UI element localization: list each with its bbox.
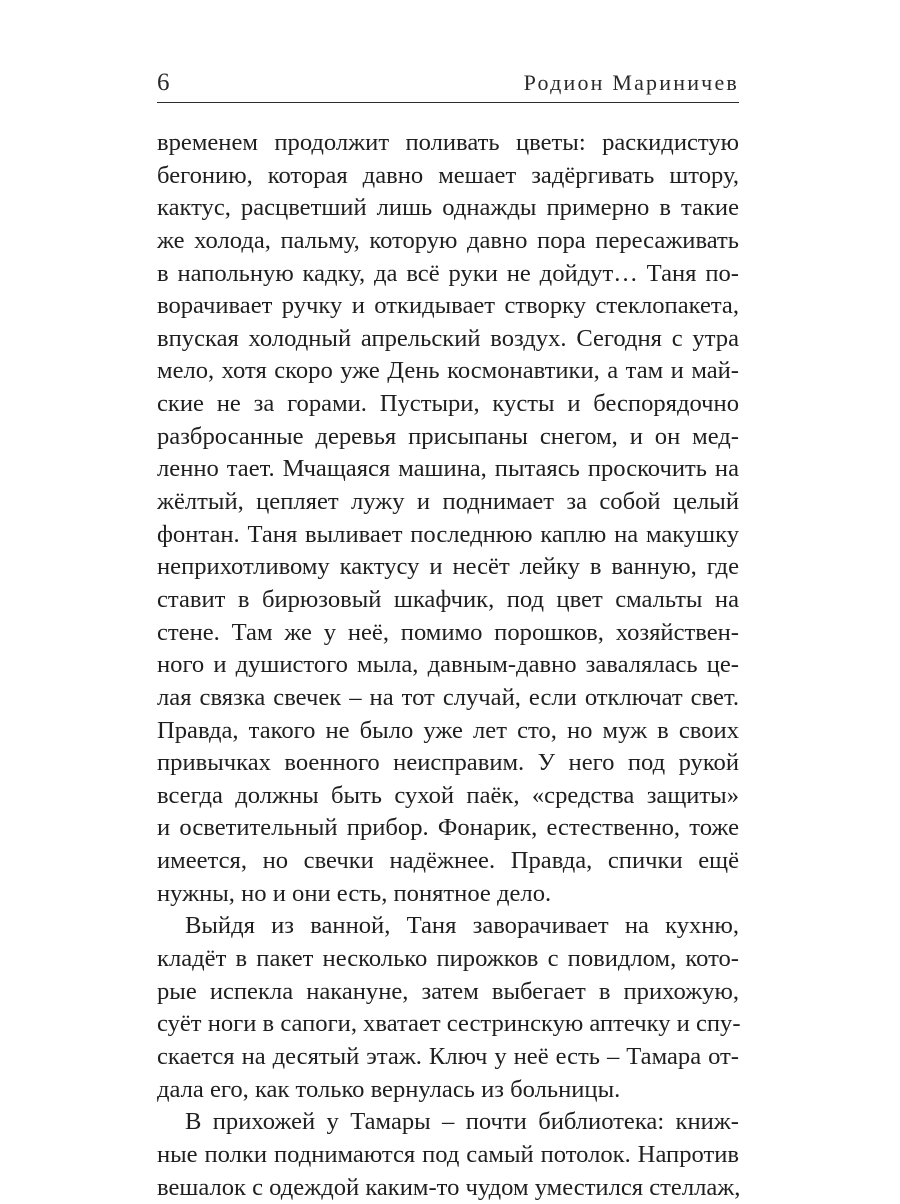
text-line: мело, хотя скоро уже День космонавтики, а там и май- [157, 355, 739, 388]
text-line: неприхотливому кактусу и несёт лейку в ванную, где [157, 551, 739, 584]
text-line: ного и душистого мыла, давным-давно завалялась це- [157, 649, 739, 682]
paragraph-start-line: В прихожей у Тамары – почти библиотека: книж- [157, 1106, 739, 1139]
paragraph-start-line: Выйдя из ванной, Таня заворачивает на кухню, [157, 910, 739, 943]
text-line: скается на десятый этаж. Ключ у неё есть – Тамара от- [157, 1041, 739, 1074]
text-line: имеется, но свечки надёжнее. Правда, спички ещё [157, 845, 739, 878]
header-rule-divider [157, 102, 739, 103]
text-line: ворачивает ручку и откидывает створку стеклопакета, [157, 290, 739, 323]
page-number: 6 [157, 66, 170, 100]
text-line: временем продолжит поливать цветы: раскидистую [157, 127, 739, 160]
text-line: ставит в бирюзовый шкафчик, под цвет смальты на [157, 584, 739, 617]
running-head-author: Родион Мариничев [524, 66, 739, 100]
text-line: ленно тает. Мчащаяся машина, пытаясь проскочить на [157, 453, 739, 486]
text-line: ные полки поднимаются под самый потолок. Напротив [157, 1139, 739, 1172]
paragraph-end-line: нужны, но и они есть, понятное дело. [157, 878, 739, 911]
text-line: жёлтый, цепляет лужу и поднимает за собой целый [157, 486, 739, 519]
text-line: всегда должны быть сухой паёк, «средства защиты» [157, 780, 739, 813]
text-line: же холода, пальму, которую давно пора пересаживать [157, 225, 739, 258]
text-line: привычках военного неисправим. У него под рукой [157, 747, 739, 780]
text-line: кактус, расцветший лишь однажды примерно в такие [157, 192, 739, 225]
paragraph-end-line: дала его, как только вернулась из больницы. [157, 1074, 739, 1107]
text-line: разбросанные деревья присыпаны снегом, и он мед- [157, 421, 739, 454]
body-text [157, 127, 739, 1204]
text-line: рые испекла накануне, затем выбегает в прихожую, [157, 976, 739, 1009]
running-head [157, 66, 739, 100]
text-line: кладёт в пакет несколько пирожков с повидлом, кото- [157, 943, 739, 976]
text-line: бегонию, которая давно мешает задёргивать штору, [157, 160, 739, 193]
text-line: вешалок с одеждой каким-то чудом уместился стеллаж, [157, 1172, 739, 1204]
text-line: суёт ноги в сапоги, хватает сестринскую аптечку и спу- [157, 1008, 739, 1041]
text-line: лая связка свечек – на тот случай, если отключат свет. [157, 682, 739, 715]
text-line: стене. Там же у неё, помимо порошков, хозяйствен- [157, 617, 739, 650]
text-line: впуская холодный апрельский воздух. Сегодня с утра [157, 323, 739, 356]
text-line: ские не за горами. Пустыри, кусты и беспорядочно [157, 388, 739, 421]
text-line: и осветительный прибор. Фонарик, естественно, тоже [157, 812, 739, 845]
text-line: фонтан. Таня выливает последнюю каплю на макушку [157, 519, 739, 552]
text-line: в напольную кадку, да всё руки не дойдут… Таня по- [157, 258, 739, 291]
text-line: Правда, такого не было уже лет сто, но муж в своих [157, 715, 739, 748]
